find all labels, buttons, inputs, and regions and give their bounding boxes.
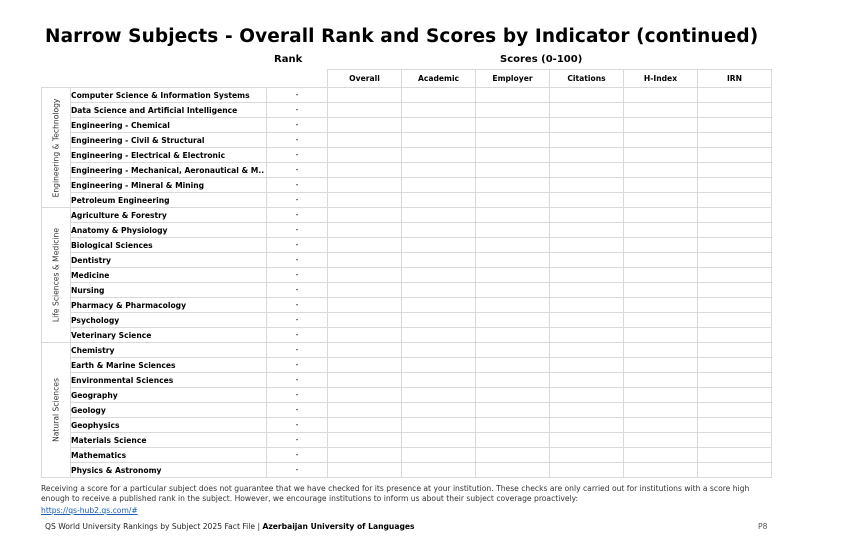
subject-rank: - — [295, 389, 299, 399]
score-cell-citations — [550, 373, 624, 388]
score-cell-academic — [402, 193, 476, 208]
score-cell-citations — [550, 313, 624, 328]
subject-rank-cell — [267, 463, 328, 478]
score-cell-overall — [328, 343, 402, 358]
score-cell-citations — [550, 343, 624, 358]
score-cell-employer — [476, 148, 550, 163]
score-cell-employer — [476, 463, 550, 478]
score-cell-citations — [550, 298, 624, 313]
subject-name: Nursing — [71, 283, 267, 298]
score-cell-employer — [476, 298, 550, 313]
subject-rank-cell — [267, 133, 328, 148]
score-cell-h-index — [624, 208, 698, 223]
table-row — [42, 103, 772, 118]
subject-name: Physics & Astronomy — [71, 463, 267, 478]
subject-rank: - — [295, 224, 299, 234]
score-cell-academic — [402, 133, 476, 148]
subject-rank-cell — [267, 328, 328, 343]
coverage-note: Receiving a score for a particular subject does not guarantee that we have checked for its presence at your institution. These checks are only carried out for institutions with a score high enough to receive a published rank in the subject. However, we encourage institutions to inform us about their subject coverage proactively: — [41, 484, 750, 503]
footer-institution-name: Azerbaijan University of Languages — [262, 522, 415, 531]
column-header-overall: Overall — [328, 70, 402, 88]
subject-rank: - — [295, 89, 299, 99]
score-cell-employer — [476, 253, 550, 268]
score-cell-irn — [698, 358, 772, 373]
table-row — [42, 148, 772, 163]
table-row — [42, 343, 772, 358]
subject-rank: - — [295, 434, 299, 444]
score-cell-h-index — [624, 223, 698, 238]
score-cell-overall — [328, 268, 402, 283]
score-cell-academic — [402, 238, 476, 253]
table-row — [42, 193, 772, 208]
score-cell-irn — [698, 163, 772, 178]
score-cell-h-index — [624, 298, 698, 313]
table-row — [42, 313, 772, 328]
score-cell-h-index — [624, 403, 698, 418]
score-cell-h-index — [624, 433, 698, 448]
score-cell-academic — [402, 418, 476, 433]
table-row — [42, 238, 772, 253]
subject-rank-cell — [267, 178, 328, 193]
score-cell-overall — [328, 328, 402, 343]
score-cell-employer — [476, 358, 550, 373]
score-cell-employer — [476, 283, 550, 298]
subject-name: Dentistry — [71, 253, 267, 268]
table-header-row — [42, 70, 772, 88]
rank-column-heading: Rank — [274, 54, 303, 65]
score-cell-overall — [328, 238, 402, 253]
score-cell-overall — [328, 418, 402, 433]
score-cell-employer — [476, 313, 550, 328]
score-cell-citations — [550, 433, 624, 448]
score-cell-citations — [550, 103, 624, 118]
score-cell-employer — [476, 448, 550, 463]
score-cell-employer — [476, 268, 550, 283]
score-cell-overall — [328, 178, 402, 193]
score-cell-irn — [698, 283, 772, 298]
score-cell-employer — [476, 118, 550, 133]
score-cell-h-index — [624, 163, 698, 178]
subject-rank: - — [295, 464, 299, 474]
subject-rank-cell — [267, 388, 328, 403]
score-cell-h-index — [624, 418, 698, 433]
score-cell-overall — [328, 358, 402, 373]
score-cell-irn — [698, 88, 772, 103]
score-cell-employer — [476, 388, 550, 403]
column-header-academic: Academic — [402, 70, 476, 88]
subject-rank: - — [295, 359, 299, 369]
subject-rank: - — [295, 164, 299, 174]
subject-rank-cell — [267, 448, 328, 463]
score-cell-irn — [698, 178, 772, 193]
score-cell-academic — [402, 163, 476, 178]
score-cell-academic — [402, 373, 476, 388]
score-cell-irn — [698, 328, 772, 343]
subject-rank-cell — [267, 88, 328, 103]
subject-rank-cell — [267, 223, 328, 238]
score-cell-irn — [698, 433, 772, 448]
score-cell-overall — [328, 118, 402, 133]
score-cell-academic — [402, 208, 476, 223]
score-cell-overall — [328, 148, 402, 163]
score-cell-overall — [328, 88, 402, 103]
score-cell-h-index — [624, 388, 698, 403]
subject-name: Geography — [71, 388, 267, 403]
score-cell-academic — [402, 433, 476, 448]
subject-name: Agriculture & Forestry — [71, 208, 267, 223]
score-cell-h-index — [624, 373, 698, 388]
subject-rank-cell — [267, 343, 328, 358]
score-cell-irn — [698, 133, 772, 148]
page-footer — [45, 522, 415, 531]
score-cell-academic — [402, 178, 476, 193]
score-cell-overall — [328, 463, 402, 478]
subject-rank: - — [295, 344, 299, 354]
score-cell-employer — [476, 373, 550, 388]
score-cell-employer — [476, 328, 550, 343]
score-cell-citations — [550, 133, 624, 148]
subject-rank: - — [295, 314, 299, 324]
category-engineering-technology — [42, 88, 71, 208]
table-row — [42, 133, 772, 148]
score-cell-citations — [550, 178, 624, 193]
subject-scores-table — [41, 69, 772, 478]
score-cell-h-index — [624, 463, 698, 478]
subject-name: Environmental Sciences — [71, 373, 267, 388]
subject-rank-cell — [267, 193, 328, 208]
table-row — [42, 88, 772, 103]
score-cell-academic — [402, 463, 476, 478]
subject-name: Engineering - Chemical — [71, 118, 267, 133]
table-row — [42, 418, 772, 433]
score-cell-citations — [550, 358, 624, 373]
score-cell-h-index — [624, 103, 698, 118]
score-cell-overall — [328, 433, 402, 448]
category-label: Engineering & Technology — [51, 98, 61, 197]
table-row — [42, 283, 772, 298]
score-cell-h-index — [624, 88, 698, 103]
score-cell-overall — [328, 208, 402, 223]
score-cell-citations — [550, 268, 624, 283]
score-cell-employer — [476, 343, 550, 358]
score-cell-academic — [402, 358, 476, 373]
score-cell-citations — [550, 403, 624, 418]
score-cell-academic — [402, 448, 476, 463]
score-cell-irn — [698, 148, 772, 163]
score-cell-citations — [550, 448, 624, 463]
score-cell-employer — [476, 193, 550, 208]
score-cell-overall — [328, 103, 402, 118]
score-cell-h-index — [624, 118, 698, 133]
subject-name: Geology — [71, 403, 267, 418]
score-cell-h-index — [624, 313, 698, 328]
score-cell-citations — [550, 163, 624, 178]
score-cell-academic — [402, 283, 476, 298]
score-cell-citations — [550, 223, 624, 238]
page-title: Narrow Subjects - Overall Rank and Scores by Indicator (continued) — [45, 26, 759, 47]
score-cell-citations — [550, 88, 624, 103]
subject-name: Earth & Marine Sciences — [71, 358, 267, 373]
subject-name: Pharmacy & Pharmacology — [71, 298, 267, 313]
header-spacer — [71, 70, 267, 88]
score-cell-overall — [328, 313, 402, 328]
score-cell-citations — [550, 193, 624, 208]
subject-rank: - — [295, 104, 299, 114]
table-row — [42, 268, 772, 283]
score-cell-academic — [402, 148, 476, 163]
score-cell-overall — [328, 403, 402, 418]
subject-name: Data Science and Artificial Intelligence — [71, 103, 267, 118]
subject-rank-cell — [267, 268, 328, 283]
table-row — [42, 178, 772, 193]
score-cell-employer — [476, 223, 550, 238]
subject-rank: - — [295, 194, 299, 204]
subject-rank: - — [295, 134, 299, 144]
score-cell-employer — [476, 178, 550, 193]
subject-rank: - — [295, 284, 299, 294]
footer-fact-file-label: QS World University Rankings by Subject 2025 Fact File | — [45, 522, 261, 531]
category-label: Natural Sciences — [51, 378, 61, 442]
score-cell-academic — [402, 388, 476, 403]
score-cell-citations — [550, 253, 624, 268]
subject-name: Engineering - Mineral & Mining — [71, 178, 267, 193]
table-row — [42, 358, 772, 373]
score-cell-citations — [550, 328, 624, 343]
subject-rank-cell — [267, 433, 328, 448]
table-row — [42, 253, 772, 268]
score-cell-irn — [698, 403, 772, 418]
subject-rank-cell — [267, 118, 328, 133]
subject-name: Geophysics — [71, 418, 267, 433]
score-cell-irn — [698, 313, 772, 328]
table-row — [42, 403, 772, 418]
score-cell-h-index — [624, 253, 698, 268]
score-cell-academic — [402, 118, 476, 133]
score-cell-irn — [698, 463, 772, 478]
score-cell-h-index — [624, 343, 698, 358]
score-cell-irn — [698, 343, 772, 358]
subject-rank: - — [295, 149, 299, 159]
score-cell-irn — [698, 238, 772, 253]
score-cell-academic — [402, 343, 476, 358]
score-cell-irn — [698, 388, 772, 403]
score-cell-academic — [402, 88, 476, 103]
subject-name: Computer Science & Information Systems — [71, 88, 267, 103]
table-row — [42, 118, 772, 133]
score-cell-citations — [550, 418, 624, 433]
subject-name: Chemistry — [71, 343, 267, 358]
score-cell-employer — [476, 103, 550, 118]
subject-rank: - — [295, 269, 299, 279]
subject-rank: - — [295, 239, 299, 249]
score-cell-employer — [476, 88, 550, 103]
score-cell-h-index — [624, 448, 698, 463]
score-cell-academic — [402, 313, 476, 328]
header-spacer — [267, 70, 328, 88]
subject-rank-cell — [267, 358, 328, 373]
score-cell-academic — [402, 328, 476, 343]
score-cell-academic — [402, 253, 476, 268]
subject-name: Anatomy & Physiology — [71, 223, 267, 238]
score-cell-employer — [476, 163, 550, 178]
score-cell-citations — [550, 118, 624, 133]
table-row — [42, 208, 772, 223]
qs-hub-link[interactable]: https://qs-hub2.qs.com/# — [41, 506, 138, 515]
subject-rank-cell — [267, 208, 328, 223]
scores-column-heading: Scores (0-100) — [500, 54, 583, 65]
table-row — [42, 448, 772, 463]
score-cell-overall — [328, 253, 402, 268]
score-cell-overall — [328, 448, 402, 463]
table-row — [42, 433, 772, 448]
score-cell-h-index — [624, 148, 698, 163]
subject-rank-cell — [267, 298, 328, 313]
score-cell-irn — [698, 298, 772, 313]
score-cell-academic — [402, 403, 476, 418]
table-row — [42, 223, 772, 238]
score-cell-overall — [328, 193, 402, 208]
score-cell-overall — [328, 283, 402, 298]
subject-rank: - — [295, 179, 299, 189]
subject-name: Engineering - Electrical & Electronic — [71, 148, 267, 163]
subject-name: Medicine — [71, 268, 267, 283]
score-cell-employer — [476, 133, 550, 148]
score-cell-irn — [698, 118, 772, 133]
subject-rank: - — [295, 299, 299, 309]
score-cell-h-index — [624, 268, 698, 283]
score-cell-irn — [698, 268, 772, 283]
subject-rank-cell — [267, 313, 328, 328]
score-cell-h-index — [624, 238, 698, 253]
score-cell-employer — [476, 403, 550, 418]
subject-rank-cell — [267, 238, 328, 253]
score-cell-overall — [328, 223, 402, 238]
score-cell-irn — [698, 103, 772, 118]
score-cell-irn — [698, 193, 772, 208]
category-life-sciences-medicine — [42, 208, 71, 343]
subject-name: Engineering - Civil & Structural — [71, 133, 267, 148]
score-cell-academic — [402, 223, 476, 238]
score-cell-overall — [328, 133, 402, 148]
subject-rank-cell — [267, 418, 328, 433]
subject-rank-cell — [267, 373, 328, 388]
score-cell-h-index — [624, 283, 698, 298]
score-cell-overall — [328, 388, 402, 403]
subject-name: Materials Science — [71, 433, 267, 448]
category-label: Life Sciences & Medicine — [51, 227, 61, 323]
score-cell-citations — [550, 463, 624, 478]
table-row — [42, 373, 772, 388]
subject-rank-cell — [267, 283, 328, 298]
column-header-citations: Citations — [550, 70, 624, 88]
score-cell-employer — [476, 433, 550, 448]
column-header-employer: Employer — [476, 70, 550, 88]
score-cell-h-index — [624, 358, 698, 373]
subject-rank-cell — [267, 253, 328, 268]
score-cell-irn — [698, 373, 772, 388]
subject-rank: - — [295, 374, 299, 384]
subject-rank-cell — [267, 103, 328, 118]
score-cell-overall — [328, 373, 402, 388]
subject-rank: - — [295, 329, 299, 339]
subject-rank-cell — [267, 163, 328, 178]
table-row — [42, 163, 772, 178]
subject-rank-cell — [267, 403, 328, 418]
subject-name: Veterinary Science — [71, 328, 267, 343]
table-body — [42, 88, 772, 478]
score-cell-h-index — [624, 193, 698, 208]
page-number: P8 — [758, 522, 768, 531]
score-cell-citations — [550, 283, 624, 298]
score-cell-irn — [698, 253, 772, 268]
score-cell-irn — [698, 208, 772, 223]
score-cell-overall — [328, 163, 402, 178]
table-row — [42, 463, 772, 478]
subject-name: Psychology — [71, 313, 267, 328]
score-cell-citations — [550, 388, 624, 403]
score-cell-citations — [550, 238, 624, 253]
table-row — [42, 388, 772, 403]
subject-rank-cell — [267, 148, 328, 163]
score-cell-employer — [476, 208, 550, 223]
subject-rank: - — [295, 449, 299, 459]
score-cell-academic — [402, 298, 476, 313]
score-cell-citations — [550, 208, 624, 223]
category-natural-sciences — [42, 343, 71, 478]
subject-name: Biological Sciences — [71, 238, 267, 253]
subject-rank: - — [295, 254, 299, 264]
subject-rank: - — [295, 419, 299, 429]
score-cell-employer — [476, 418, 550, 433]
subject-rank: - — [295, 209, 299, 219]
subject-name: Petroleum Engineering — [71, 193, 267, 208]
score-cell-academic — [402, 103, 476, 118]
header-spacer — [42, 70, 71, 88]
score-cell-h-index — [624, 178, 698, 193]
score-cell-irn — [698, 448, 772, 463]
score-cell-citations — [550, 148, 624, 163]
subject-rank: - — [295, 119, 299, 129]
subject-name: Engineering - Mechanical, Aeronautical & M.. — [71, 163, 267, 178]
column-header-irn: IRN — [698, 70, 772, 88]
subject-rank: - — [295, 404, 299, 414]
column-header-h-index: H-Index — [624, 70, 698, 88]
table-row — [42, 328, 772, 343]
score-cell-irn — [698, 223, 772, 238]
score-cell-h-index — [624, 133, 698, 148]
score-cell-overall — [328, 298, 402, 313]
table-row — [42, 298, 772, 313]
subject-name: Mathematics — [71, 448, 267, 463]
score-cell-irn — [698, 418, 772, 433]
score-cell-h-index — [624, 328, 698, 343]
score-cell-employer — [476, 238, 550, 253]
score-cell-academic — [402, 268, 476, 283]
